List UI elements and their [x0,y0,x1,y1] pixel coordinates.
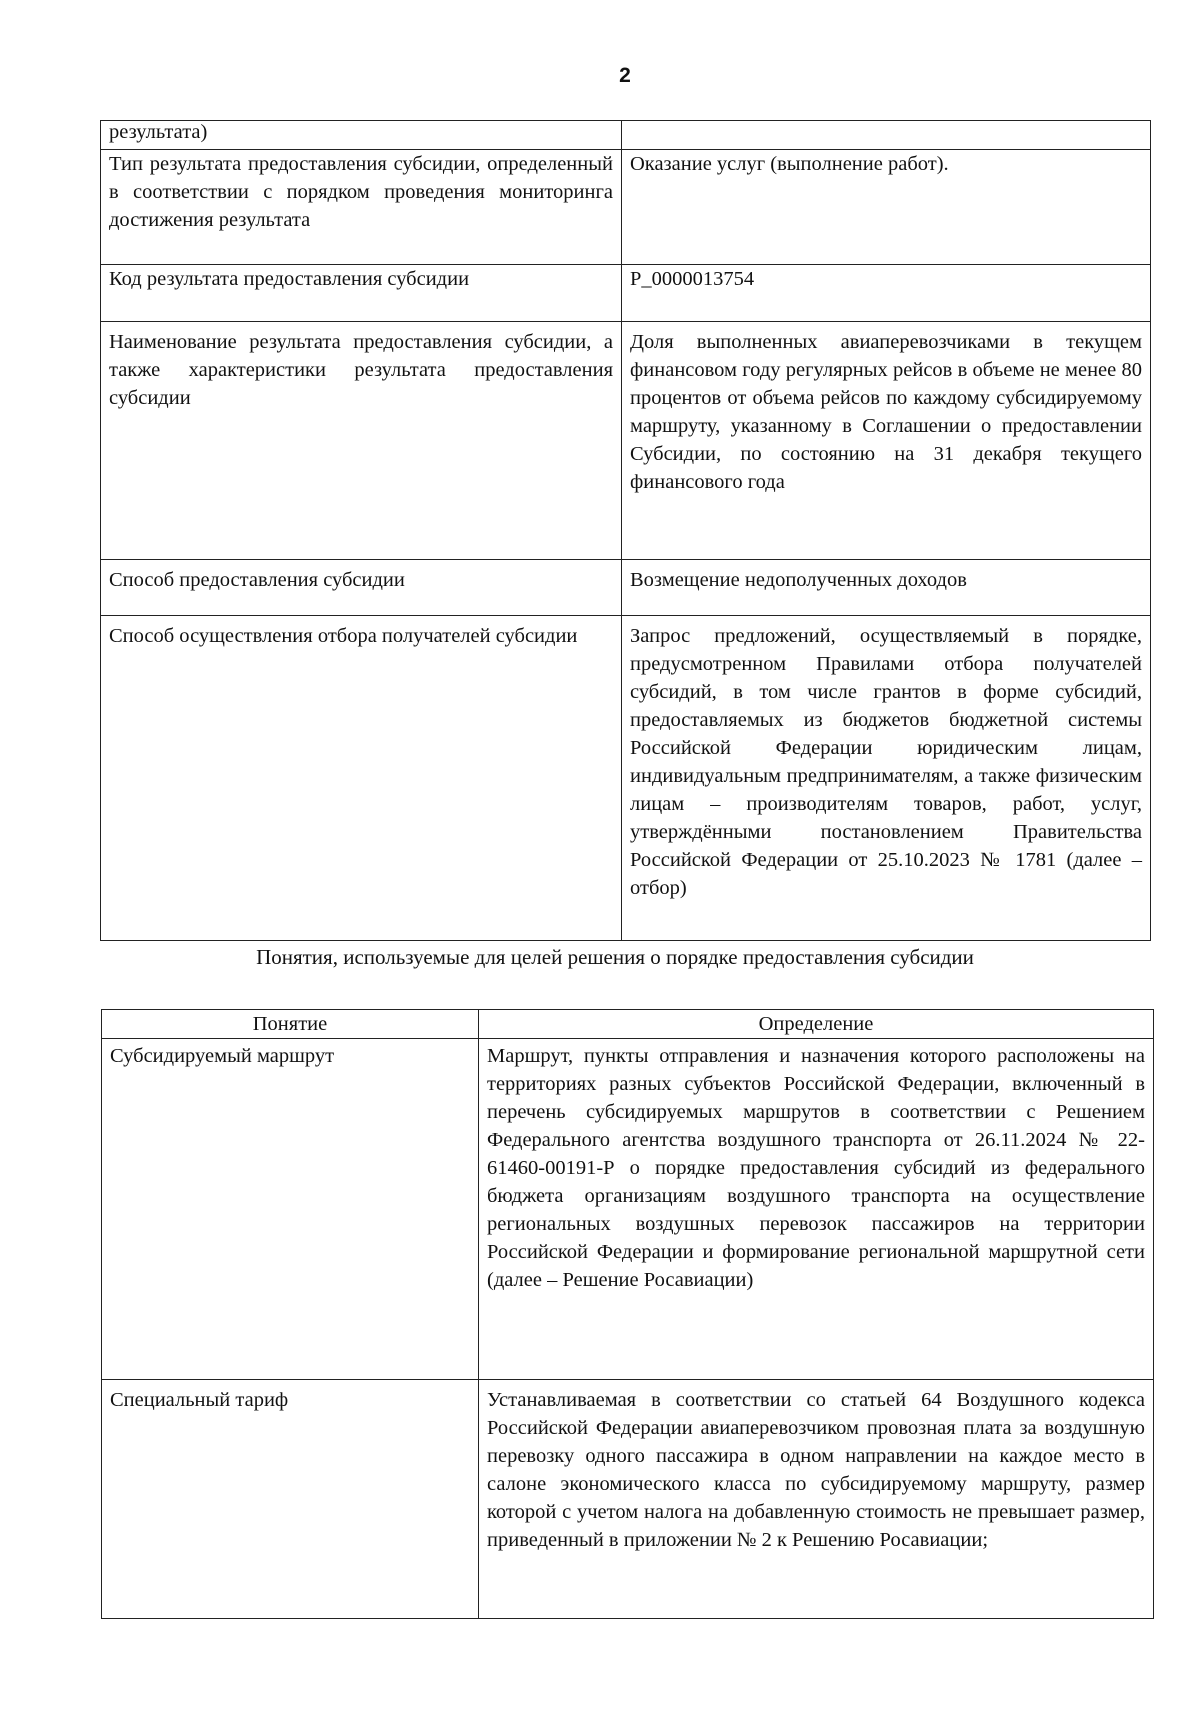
header-term: Понятие [102,1010,479,1039]
header-definition: Определение [479,1010,1154,1039]
row-label: результата) [101,121,622,150]
row-value: Доля выполненных авиаперевозчиками в текущем финансовом году регулярных рейсов в объеме не менее 80 процентов от объема рейсов по каждому субсидируемому маршруту, указанному в Соглашении о предоставлении Субсидии, по состоянию на 31 декабря текущего финансового года [622,322,1151,560]
result-table [100,120,1151,941]
table-header-row [102,1010,1154,1039]
concept-definition: Устанавливаемая в соответствии со статьей 64 Воздушного кодекса Российской Федерации авиаперевозчиком провозная плата за воздушную перевозку одного пассажира в одном направлении на каждое место в салоне экономического класса по субсидируемому маршруту, размер которой с учетом налога на добавленную стоимость не превышает размер, приведенный в приложении № 2 к Решению Росавиации; [479,1380,1154,1619]
row-label: Способ осуществления отбора получателей субсидии [101,616,622,941]
table-row [102,1039,1154,1380]
row-label: Способ предоставления субсидии [101,560,622,616]
row-label: Тип результата предоставления субсидии, определенный в соответствии с порядком проведения мониторинга достижения результата [101,150,622,265]
row-value: Возмещение недополученных доходов [622,560,1151,616]
row-label: Код результата предоставления субсидии [101,265,622,322]
page-number: 2 [619,64,631,87]
row-value [622,121,1151,150]
concepts-table [101,1009,1154,1619]
table-row [102,1380,1154,1619]
table-row [101,121,1151,150]
table-row [101,150,1151,265]
row-value: Оказание услуг (выполнение работ). [622,150,1151,265]
row-label: Наименование результата предоставления субсидии, а также характеристики результата предоставления субсидии [101,322,622,560]
table-row [101,616,1151,941]
concept-term: Субсидируемый маршрут [102,1039,479,1380]
row-value: Запрос предложений, осуществляемый в порядке, предусмотренном Правилами отбора получателей субсидий, в том числе грантов в форме субсидий, предоставляемых из бюджетов бюджетной системы Российской Федерации юридическим лицам, индивидуальным предпринимателям, а также физическим лицам – производителям товаров, работ, услуг, утверждёнными постановлением Правительства Российской Федерации от 25.10.2023 № 1781 (далее – отбор) [622,616,1151,941]
table-row [101,265,1151,322]
concept-definition: Маршрут, пункты отправления и назначения которого расположены на территориях разных субъектов Российской Федерации, включенный в перечень субсидируемых маршрутов в соответствии с Решением Федерального агентства воздушного транспорта от 26.11.2024 № 22-61460-00191-Р о порядке предоставления субсидий из федерального бюджета организациям воздушного транспорта на осуществление региональных воздушных перевозок пассажиров на территории Российской Федерации и формирование региональной маршрутной сети (далее – Решение Росавиации) [479,1039,1154,1380]
concept-term: Специальный тариф [102,1380,479,1619]
table-row [101,560,1151,616]
table-row [101,322,1151,560]
row-value: Р_0000013754 [622,265,1151,322]
section-title: Понятия, используемые для целей решения о порядке предоставления субсидии [256,945,974,969]
